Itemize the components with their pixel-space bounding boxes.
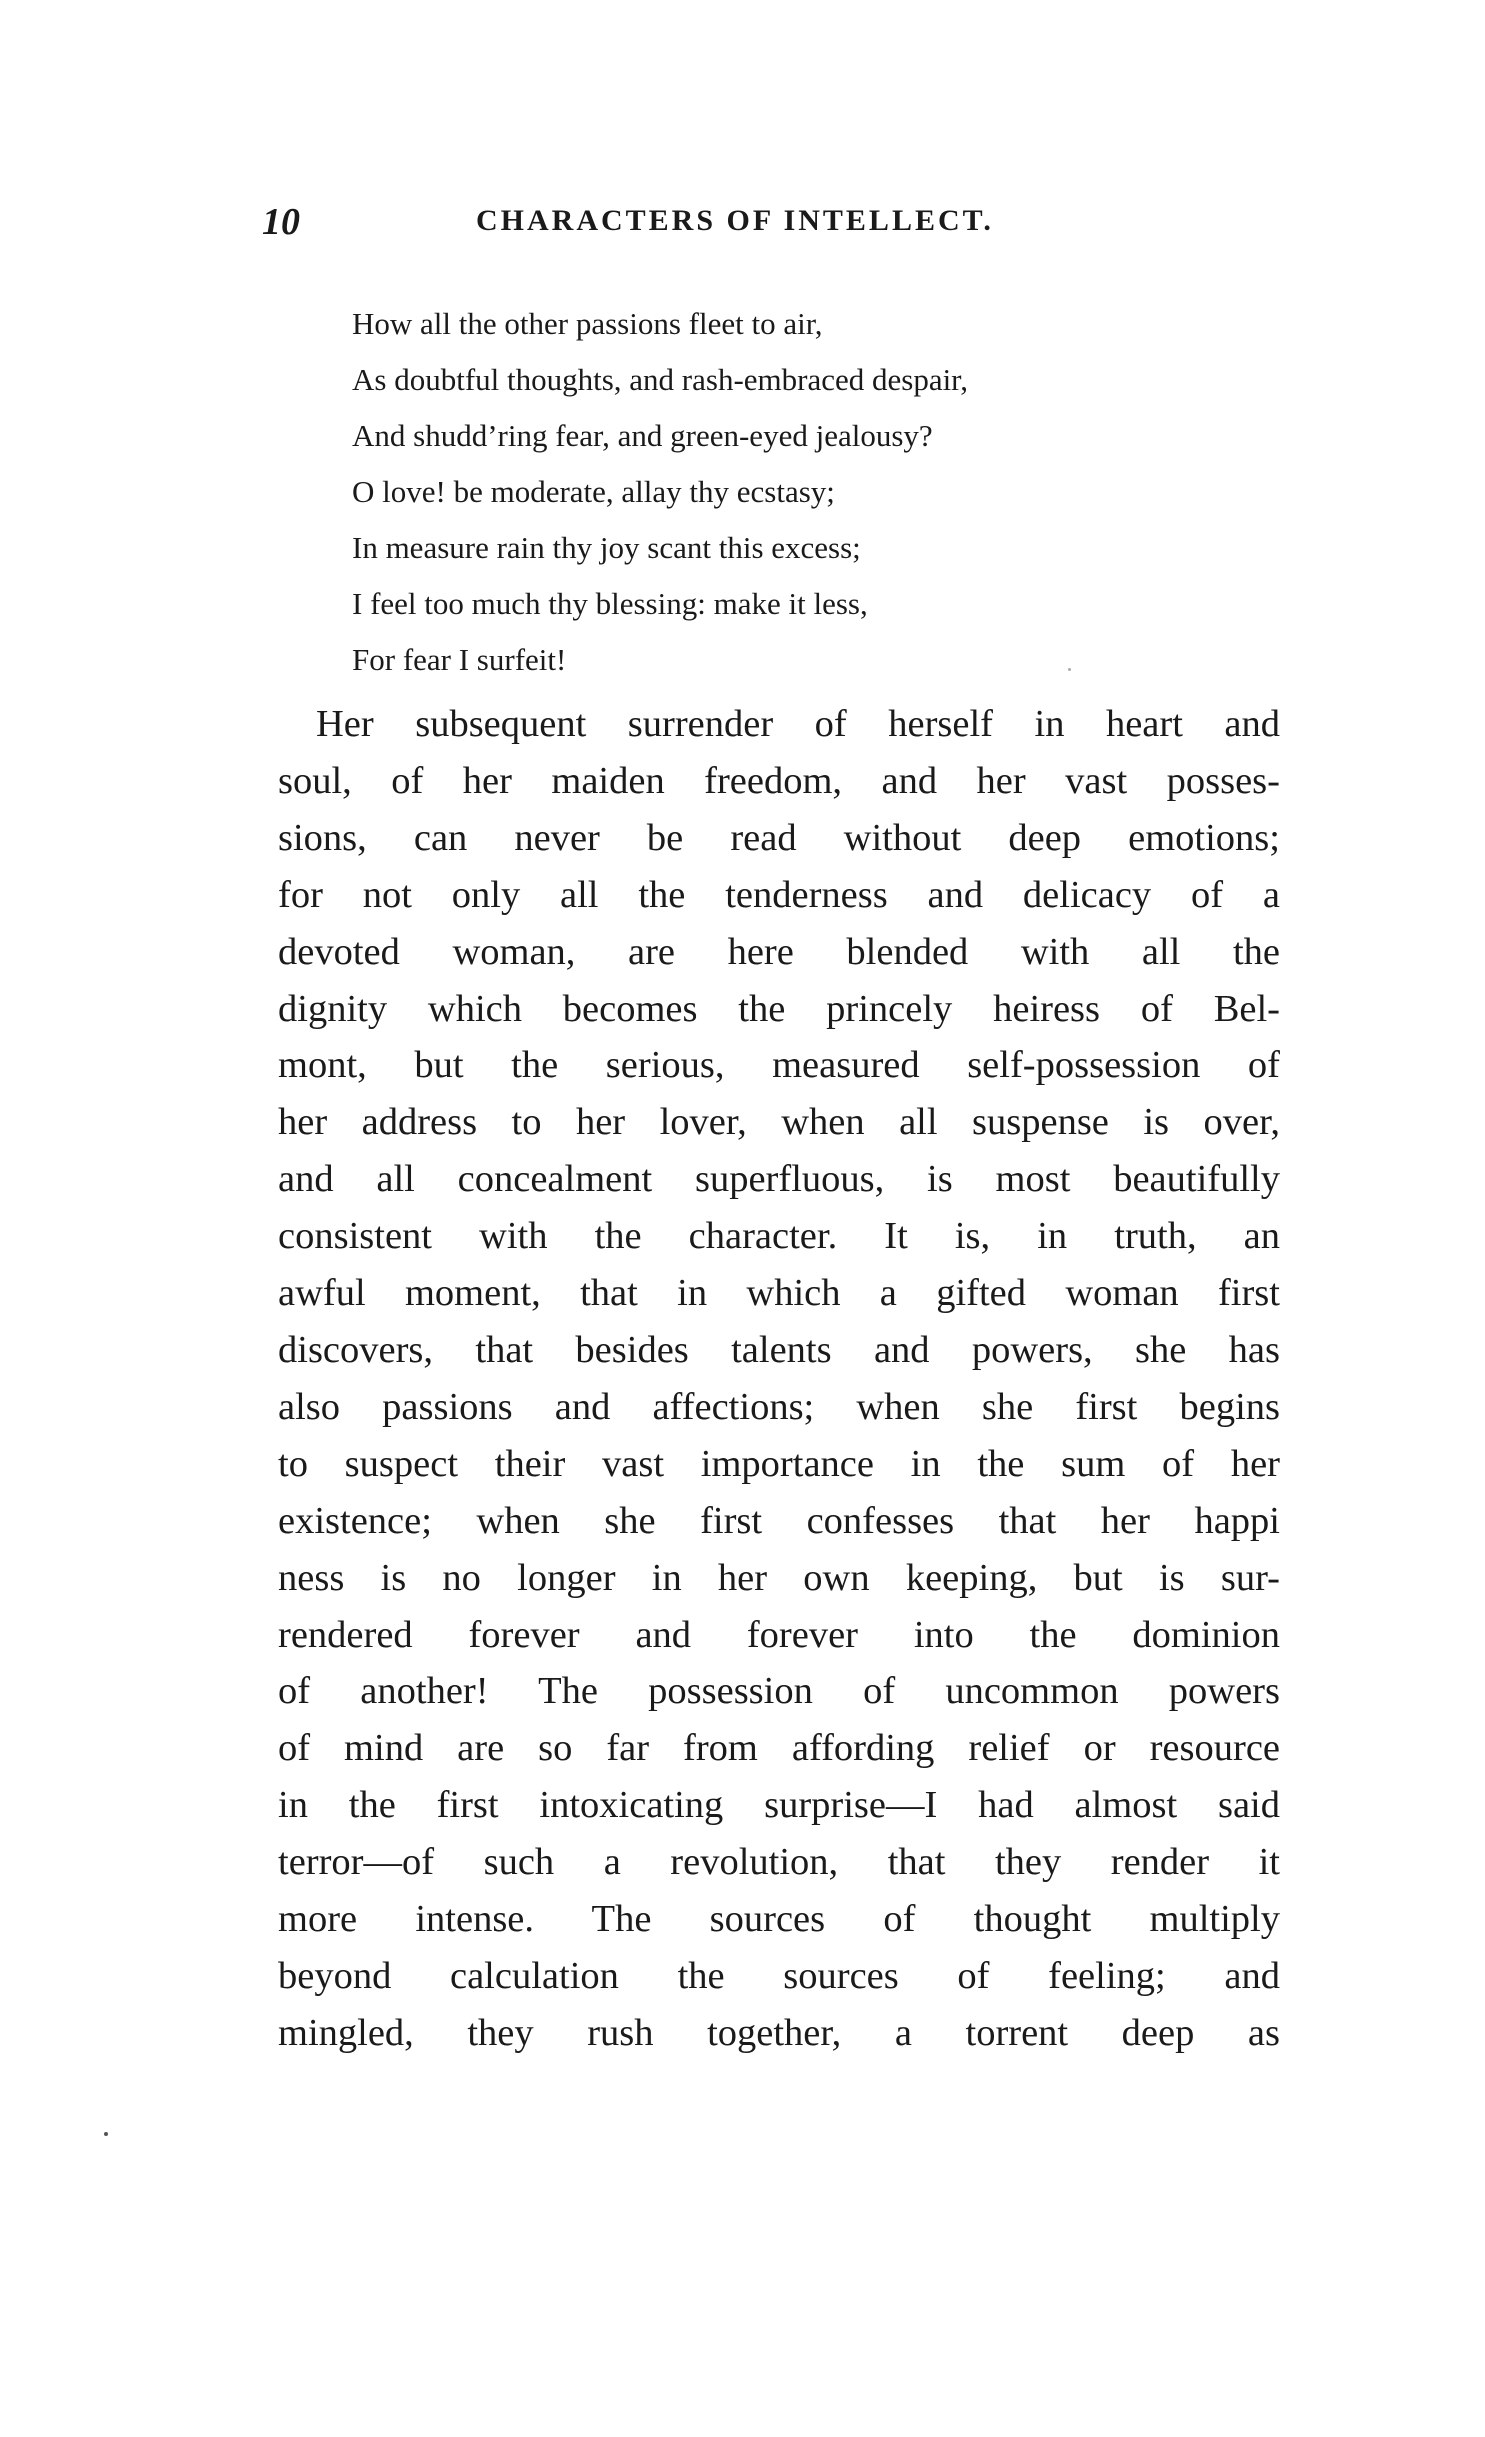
- paragraph-line: in the first intoxicating surprise—I had almost said: [278, 1784, 1280, 1827]
- paragraph-line: of mind are so far from affording relief or resource: [278, 1727, 1280, 1770]
- paragraph-line: and all concealment superfluous, is most beautifully: [278, 1158, 1280, 1201]
- paragraph-line: devoted woman, are here blended with all the: [278, 930, 1280, 973]
- paragraph-line: consistent with the character. It is, in truth, an: [278, 1215, 1280, 1258]
- paragraph-line: Her subsequent surrender of herself in heart and: [316, 703, 1280, 745]
- verse-quotation: [352, 296, 1252, 688]
- paragraph-line: dignity which becomes the princely heiress of Bel-: [278, 987, 1280, 1030]
- paragraph-line: of another! The possession of uncommon powers: [278, 1670, 1280, 1713]
- paragraph-line: mont, but the serious, measured self-possession of: [278, 1044, 1280, 1087]
- verse-line: And shudd’ring fear, and green-eyed jealousy?: [352, 418, 933, 453]
- paragraph-line: sions, can never be read without deep emotions;: [278, 816, 1280, 859]
- verse-line: In measure rain thy joy scant this excess;: [352, 530, 861, 565]
- paragraph-line: terror—of such a revolution, that they render it: [278, 1841, 1280, 1884]
- paragraph-line: rendered forever and forever into the dominion: [278, 1613, 1280, 1656]
- verse-line: As doubtful thoughts, and rash-embraced despair,: [352, 362, 969, 397]
- paragraph-line: existence; when she first confesses that her happi: [278, 1499, 1280, 1542]
- print-speck: [104, 2132, 108, 2136]
- verse-line: I feel too much thy blessing: make it less,: [352, 586, 868, 621]
- paragraph-line: more intense. The sources of thought multiply: [278, 1898, 1280, 1941]
- verse-line: How all the other passions fleet to air,: [352, 306, 823, 341]
- paragraph-line: ness is no longer in her own keeping, but is sur-: [278, 1556, 1280, 1599]
- verse-line: O love! be moderate, allay thy ecstasy;: [352, 474, 835, 509]
- paragraph-line: discovers, that besides talents and powers, she has: [278, 1328, 1280, 1371]
- page-number: 10: [262, 201, 300, 243]
- print-speck: [1068, 668, 1071, 671]
- paragraph-line: awful moment, that in which a gifted woman first: [278, 1272, 1280, 1315]
- verse-line: For fear I surfeit!: [352, 642, 567, 677]
- paragraph-line: also passions and affections; when she first begins: [278, 1385, 1280, 1428]
- body-paragraph: [278, 696, 1280, 2062]
- paragraph-line: for not only all the tenderness and delicacy of a: [278, 873, 1280, 916]
- paragraph-line: soul, of her maiden freedom, and her vast posses-: [278, 759, 1280, 802]
- page-header: [262, 200, 1282, 250]
- paragraph-line: mingled, they rush together, a torrent deep as: [278, 2011, 1280, 2054]
- paragraph-line: her address to her lover, when all suspense is over,: [278, 1101, 1280, 1144]
- running-head: CHARACTERS OF INTELLECT.: [476, 204, 994, 237]
- paragraph-line: to suspect their vast importance in the sum of her: [278, 1442, 1280, 1485]
- paragraph-line: beyond calculation the sources of feeling; and: [278, 1954, 1280, 1997]
